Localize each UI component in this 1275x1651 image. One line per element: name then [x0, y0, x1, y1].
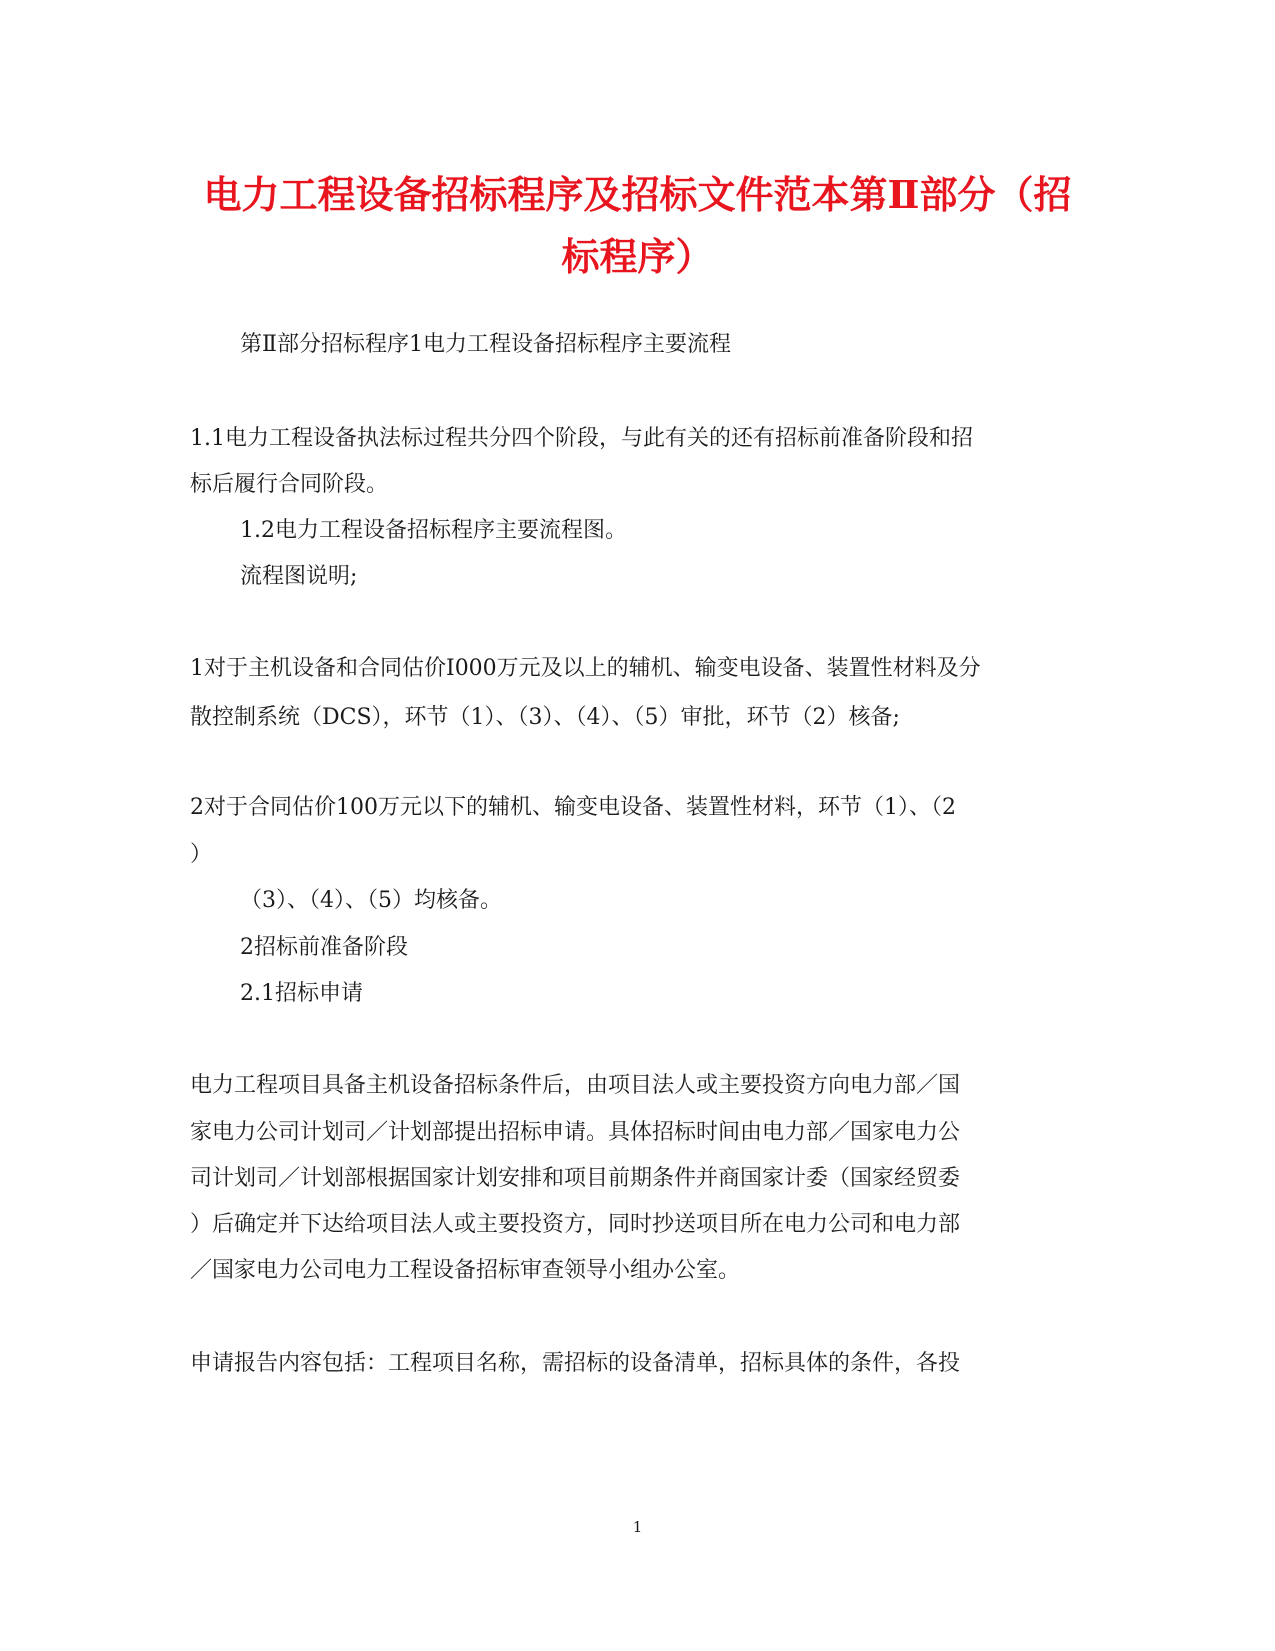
paragraph-line: 散控制系统（DCS），环节（1）、（3）、（4）、（5）审批，环节（2）核备;: [190, 705, 900, 730]
page-number: 1: [632, 1518, 643, 1536]
paragraph-line: 标后履行合同阶段。: [190, 472, 389, 497]
paragraph-line: 申请报告内容包括：工程项目名称，需招标的设备清单，招标具体的条件，各投: [190, 1351, 961, 1376]
paragraph-line: 1.1电力工程设备执法标过程共分四个阶段，与此有关的还有招标前准备阶段和招: [190, 426, 973, 451]
document-title-line-1: 电力工程设备招标程序及招标文件范本第Ⅱ部分（招: [203, 172, 1072, 217]
paragraph-line: 家电力公司计划司／计划部提出招标申请。具体招标时间由电力部／国家电力公: [190, 1120, 961, 1145]
paragraph-line: （3）、（4）、（5）均核备。: [240, 888, 502, 913]
paragraph-line: 流程图说明;: [240, 564, 358, 589]
paragraph-line: 1.2电力工程设备招标程序主要流程图。: [240, 518, 627, 543]
paragraph-line: 电力工程项目具备主机设备招标条件后，由项目法人或主要投资方向电力部／国: [190, 1073, 961, 1098]
section-heading: 2招标前准备阶段: [240, 935, 408, 960]
paragraph-line: 司计划司／计划部根据国家计划安排和项目前期条件并商国家计委（国家经贸委: [190, 1166, 961, 1191]
paragraph-line: 2对于合同估价100万元以下的辅机、输变电设备、装置性材料，环节（1）、（2: [190, 795, 956, 820]
section-heading: 2.1招标申请: [240, 981, 363, 1006]
section-heading: 第Ⅱ部分招标程序1电力工程设备招标程序主要流程: [240, 332, 731, 357]
paragraph-line: 1对于主机设备和合同估价I000万元及以上的辅机、输变电设备、装置性材料及分: [190, 656, 981, 681]
paragraph-line: ）: [190, 842, 213, 867]
paragraph-line: ）后确定并下达给项目法人或主要投资方，同时抄送项目所在电力公司和电力部: [190, 1212, 961, 1237]
paragraph-line: ／国家电力公司电力工程设备招标审查领导小组办公室。: [190, 1258, 741, 1283]
document-title-line-2: 标程序）: [561, 234, 714, 279]
